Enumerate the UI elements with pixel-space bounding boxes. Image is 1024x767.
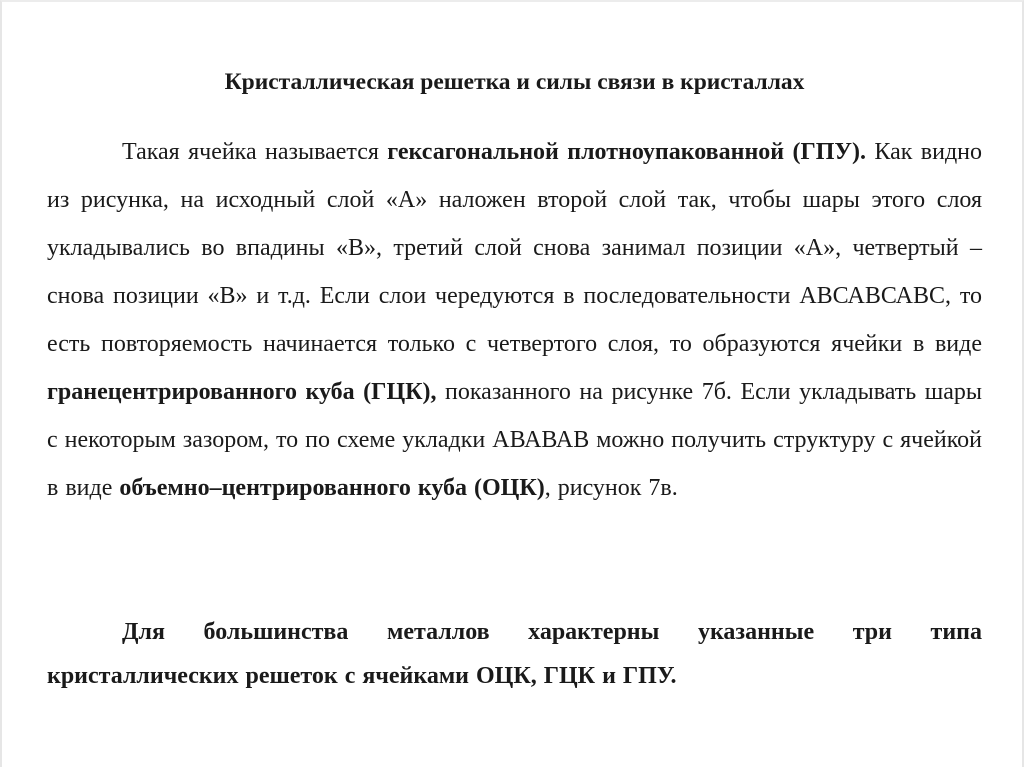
paragraph1-body: Как видно из рисунка, на исходный слой «А» наложен второй слой так, чтобы шары этого слоя укладывались во впадины «В», третий слой снова занимал позиции «А», четвертый – снова позиции «В» и т.д. Если слои чередуются в последовательности АВСАВСАВС, то есть повторяемость начинается только с четвертого слоя, то образуются ячейки в виде bbox=[47, 139, 983, 357]
paragraph1-middle: показанного на рисунке 7б. Если укладывать шары с некоторым зазором, то по схеме укладки АВАВАВ можно получить структуру с ячейкой в виде bbox=[47, 379, 982, 501]
term-hcp: гексагональной плотноупакованной (ГПУ) bbox=[387, 139, 861, 165]
paragraph1-intro: Такая ячейка называется bbox=[122, 139, 388, 165]
paragraph1-end: , рисунок 7в. bbox=[544, 475, 678, 501]
document-title: Кристаллическая решетка и силы связи в кристаллах bbox=[224, 69, 805, 95]
paragraph-metals-summary: Для большинства металлов характерны указанные три типа кристаллических решеток с ячейками ОЦК, ГЦК и ГПУ. bbox=[47, 619, 982, 689]
term-fcc: гранецентрированного куба (ГЦК), bbox=[47, 379, 437, 405]
term-bcc: объемно–центрированного куба (ОЦК) bbox=[119, 475, 545, 501]
paragraph1-intro-period: . bbox=[860, 139, 867, 165]
paragraph-hcp-fcc-bcc bbox=[47, 128, 982, 512]
